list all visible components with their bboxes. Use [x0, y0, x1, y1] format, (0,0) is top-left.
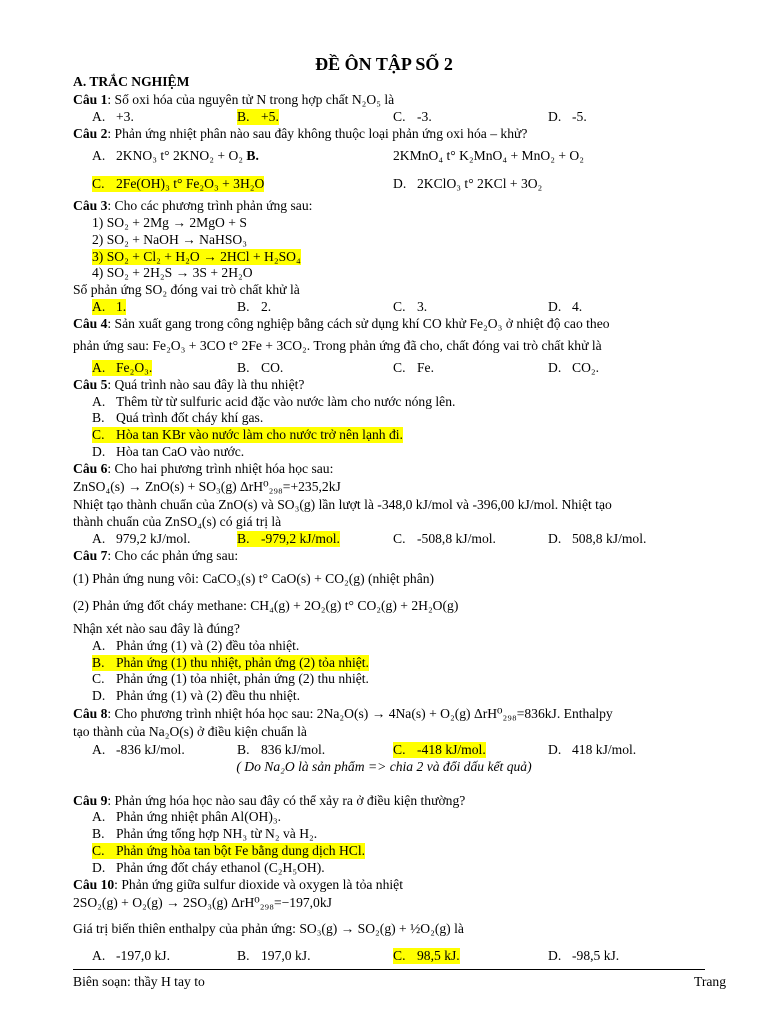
q3-reaction: 3) SO₂ + Cl₂ + H₂O → 2HCl + H₂SO₄	[92, 249, 301, 264]
q2-option-a: A. 2KNO₃ t° 2KNO₂ + O₂ B.	[92, 148, 259, 163]
question-10: Câu 10: Phản ứng giữa sulfur dioxide và oxygen là tỏa nhiệt	[73, 877, 403, 892]
question-6: Câu 6: Cho hai phương trình nhiệt hóa học sau:	[73, 461, 334, 476]
q8-option-b: B. 836 kJ/mol.	[237, 742, 326, 757]
q3-option-d: D. 4.	[548, 299, 583, 314]
q7-option-b: B. Phản ứng (1) thu nhiệt, phản ứng (2) tỏa nhiệt.	[92, 655, 369, 670]
q6-option-b: B. -979,2 kJ/mol.	[237, 531, 340, 546]
q7-reaction-2: (2) Phản ứng đốt cháy methane: CH₄(g) + 2O₂(g) t° CO₂(g) + 2H₂O(g)	[73, 598, 459, 613]
q3-reaction: 4) SO₂ + 2H₂S → 3S + 2H₂O	[92, 265, 253, 280]
q7-option-a: A. Phản ứng (1) và (2) đều tỏa nhiệt.	[92, 638, 300, 653]
q8-option-d: D. 418 kJ/mol.	[548, 742, 637, 757]
q4-option-c: C. Fe.	[393, 360, 434, 375]
question-4: Câu 4: Sản xuất gang trong công nghiệp bằng cách sử dụng khí CO khử Fe₂O₃ ở nhiệt độ cao theo	[73, 316, 610, 331]
footer-page: Trang	[694, 974, 726, 989]
q3-option-b: B. 2.	[237, 299, 272, 314]
question-8-cont: tạo thành của Na₂O(s) ở điều kiện chuẩn là	[73, 724, 307, 739]
q7-option-c: C. Phản ứng (1) tỏa nhiệt, phản ứng (2) thu nhiệt.	[92, 671, 369, 686]
q3-reaction: 2) SO₂ + NaOH → NaHSO₃	[92, 232, 247, 247]
section-heading: A. TRẮC NGHIỆM	[73, 74, 190, 89]
q10-equation: 2SO₂(g) + O₂(g) → 2SO₃(g) ΔrH⁰₂₉₈=−197,0kJ	[73, 895, 332, 910]
q1-option-a: A. +3.	[92, 109, 134, 124]
q5-option-b: B. Quá trình đốt cháy khí gas.	[92, 410, 264, 425]
question-8: Câu 8: Cho phương trình nhiệt hóa học sau: 2Na₂O(s) → 4Na(s) + O₂(g) ΔrH⁰₂₉₈=836kJ. Enthalpy	[73, 706, 613, 721]
q9-option-d: D. Phản ứng đốt cháy ethanol (C₂H₅OH).	[92, 860, 325, 875]
q6-option-d: D. 508,8 kJ/mol.	[548, 531, 647, 546]
q6-option-c: C. -508,8 kJ/mol.	[393, 531, 496, 546]
q3-question: Số phản ứng SO₂ đóng vai trò chất khử là	[73, 282, 300, 297]
q7-question: Nhận xét nào sau đây là đúng?	[73, 621, 240, 636]
q4-option-d: D. CO₂.	[548, 360, 600, 375]
question-9: Câu 9: Phản ứng hóa học nào sau đây có thể xảy ra ở điều kiện thường?	[73, 793, 466, 808]
question-3: Câu 3: Cho các phương trình phản ứng sau:	[73, 198, 313, 213]
q4-option-a: A. Fe₂O₃.	[92, 360, 153, 375]
q3-option-c: C. 3.	[393, 299, 428, 314]
q10-option-a: A. -197,0 kJ.	[92, 948, 170, 963]
question-6-cont2: thành chuẩn của ZnSO₄(s) có giá trị là	[73, 514, 282, 529]
q7-reaction-1: (1) Phản ứng nung vôi: CaCO₃(s) t° CaO(s) + CO₂(g) (nhiệt phân)	[73, 571, 435, 586]
q7-option-d: D. Phản ứng (1) và (2) đều thu nhiệt.	[92, 688, 301, 703]
q5-option-c: C. Hòa tan KBr vào nước làm cho nước trở nên lạnh đi.	[92, 427, 403, 442]
q10-option-d: D. -98,5 kJ.	[548, 948, 620, 963]
q3-option-a: A. 1.	[92, 299, 127, 314]
q8-option-c: C. -418 kJ/mol.	[393, 742, 486, 757]
footer-divider	[73, 969, 705, 970]
q10-option-c: C. 98,5 kJ.	[393, 948, 460, 963]
q9-option-b: B. Phản ứng tổng hợp NH₃ từ N₂ và H₂.	[92, 826, 318, 841]
q3-reaction: 1) SO₂ + 2Mg → 2MgO + S	[92, 215, 247, 230]
page-title: ĐỀ ÔN TẬP SỐ 2	[315, 54, 453, 74]
question-1: Câu 1: Số oxi hóa của nguyên tử N trong hợp chất N₂O₅ là	[73, 92, 395, 107]
q8-note: ( Do Na₂O là sản phẩm => chia 2 và đổi dấu kết quả)	[236, 759, 532, 774]
q2-option-c: C. 2Fe(OH)₃ t° Fe₂O₃ + 3H₂O	[92, 176, 265, 191]
q2-option-d: D. 2KClO₃ t° 2KCl + 3O₂	[393, 176, 543, 191]
question-7: Câu 7: Cho các phản ứng sau:	[73, 548, 239, 563]
q6-option-a: A. 979,2 kJ/mol.	[92, 531, 191, 546]
q5-option-d: D. Hòa tan CaO vào nước.	[92, 444, 245, 459]
q5-option-a: A. Thêm từ từ sulfuric acid đặc vào nước làm cho nước nóng lên.	[92, 394, 456, 409]
question-2: Câu 2: Phản ứng nhiệt phân nào sau đây không thuộc loại phản ứng oxi hóa – khử?	[73, 126, 528, 141]
q2-option-b: 2KMnO₄ t° K₂MnO₄ + MnO₂ + O₂	[393, 148, 584, 163]
question-4-cont: phản ứng sau: Fe₂O₃ + 3CO t° 2Fe + 3CO₂. Trong phản ứng đã cho, chất đóng vai trò chất khử là	[73, 338, 602, 353]
q10-option-b: B. 197,0 kJ.	[237, 948, 311, 963]
q9-option-a: A. Phản ứng nhiệt phân Al(OH)₃.	[92, 809, 282, 824]
q1-option-c: C. -3.	[393, 109, 432, 124]
q10-question: Giá trị biến thiên enthalpy của phản ứng: SO₃(g) → SO₂(g) + ½O₂(g) là	[73, 921, 464, 936]
footer-author: Biên soạn: thầy H tay to	[73, 974, 205, 989]
q9-option-c: C. Phản ứng hòa tan bột Fe bằng dung dịch HCl.	[92, 843, 366, 858]
q1-option-d: D. -5.	[548, 109, 587, 124]
q8-option-a: A. -836 kJ/mol.	[92, 742, 185, 757]
q4-option-b: B. CO.	[237, 360, 284, 375]
question-5: Câu 5: Quá trình nào sau đây là thu nhiệt?	[73, 377, 305, 392]
question-6-cont: Nhiệt tạo thành chuẩn của ZnO(s) và SO₃(g) lần lượt là -348,0 kJ/mol và -396,00 kJ/mol. Nhiệt tạo	[73, 497, 612, 512]
q1-option-b: B. +5.	[237, 109, 279, 124]
q6-equation: ZnSO₄(s) → ZnO(s) + SO₃(g) ΔrH⁰₂₉₈=+235,2kJ	[73, 479, 341, 494]
